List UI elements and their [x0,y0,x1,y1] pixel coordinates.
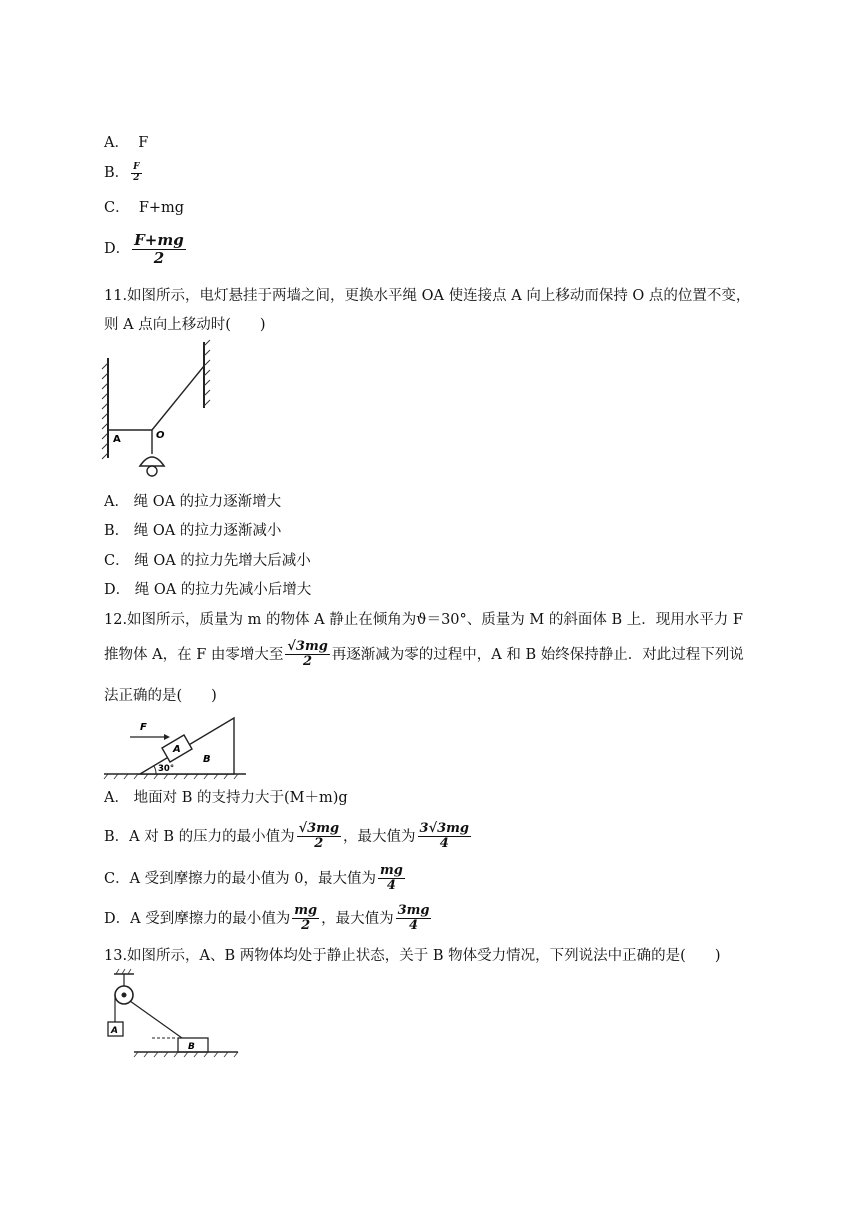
q11-option-d: D． 绳 OA 的拉力先减小后增大 [104,582,312,598]
q11-label-o: O [156,430,165,441]
q11-stem-line2: 则 A 点向上移动时( ) [104,317,266,333]
q11-figure [100,338,215,483]
q12-option-d: D．A 受到摩擦力的最小值为 $\frac{mg}{2}$ ，最大值为 $\frac{3mg}{4}$ [104,903,430,934]
fraction: $\frac{√3mg}{2}$ [287,639,328,670]
q10-option-b: B． $\frac{F}{2}$ [104,162,140,183]
q11-option-b: B． 绳 OA 的拉力逐渐减小 [104,523,282,539]
q13-figure [100,968,245,1060]
fraction: $\frac{mg}{4}$ [380,863,403,894]
q12-stem-line1: 12.如图所示，质量为 m 的物体 A 静止在倾角为ϑ＝30°、质量为 M 的斜面体 B 上．现用水平力 F [104,612,743,628]
q12-option-c: C．A 受到摩擦力的最小值为 0，最大值为 $\frac{mg}{4}$ [104,863,403,894]
q13-label-a: A [111,1026,118,1036]
q11-option-c: C． 绳 OA 的拉力先增大后减小 [104,553,311,569]
q12-label-f: F [140,722,147,733]
q12-label-a: A [173,744,181,755]
q10-option-c: C． F+mg [104,200,185,216]
q12-label-angle: 30° [158,764,175,774]
q13-label-b: B [188,1042,195,1052]
fraction: $\frac{F}{2}$ [133,162,140,183]
q12-option-b: B．A 对 B 的压力的最小值为 $\frac{√3mg}{2}$ ，最大值为 $\frac{3√3mg}{4}$ [104,821,470,852]
fraction: $\frac{3mg}{4}$ [397,903,430,934]
q12-label-b: B [203,754,211,765]
fraction: $\frac{3√3mg}{4}$ [419,821,470,852]
fraction: $\frac{F+mg}{2}$ [134,231,184,267]
q11-option-a: A． 绳 OA 的拉力逐渐增大 [104,494,282,510]
q10-option-d: D． $\frac{F+mg}{2}$ [104,231,184,267]
q12-figure [100,712,250,780]
fraction: $\frac{√3mg}{2}$ [298,821,340,852]
q12-stem-line2: 推物体 A，在 F 由零增大至 $\frac{√3mg}{2}$ 再逐渐减为零的过程中，A 和 B 始终保持静止．对此过程下列说 [104,639,744,670]
q11-stem-line1: 11.如图所示，电灯悬挂于两墙之间，更换水平绳 OA 使连接点 A 向上移动而保持 O 点的位置不变， [104,288,751,304]
q12-stem-line3: 法正确的是( ) [104,688,217,704]
q13-stem: 13.如图所示，A、B 两物体均处于静止状态，关于 B 物体受力情况，下列说法中正确的是( ) [104,948,721,964]
q12-option-a: A． 地面对 B 的支持力大于(M＋m)g [104,790,348,806]
q10-option-a: A． F [104,135,149,151]
q11-label-a: A [113,434,121,445]
fraction: $\frac{mg}{2}$ [294,903,318,934]
